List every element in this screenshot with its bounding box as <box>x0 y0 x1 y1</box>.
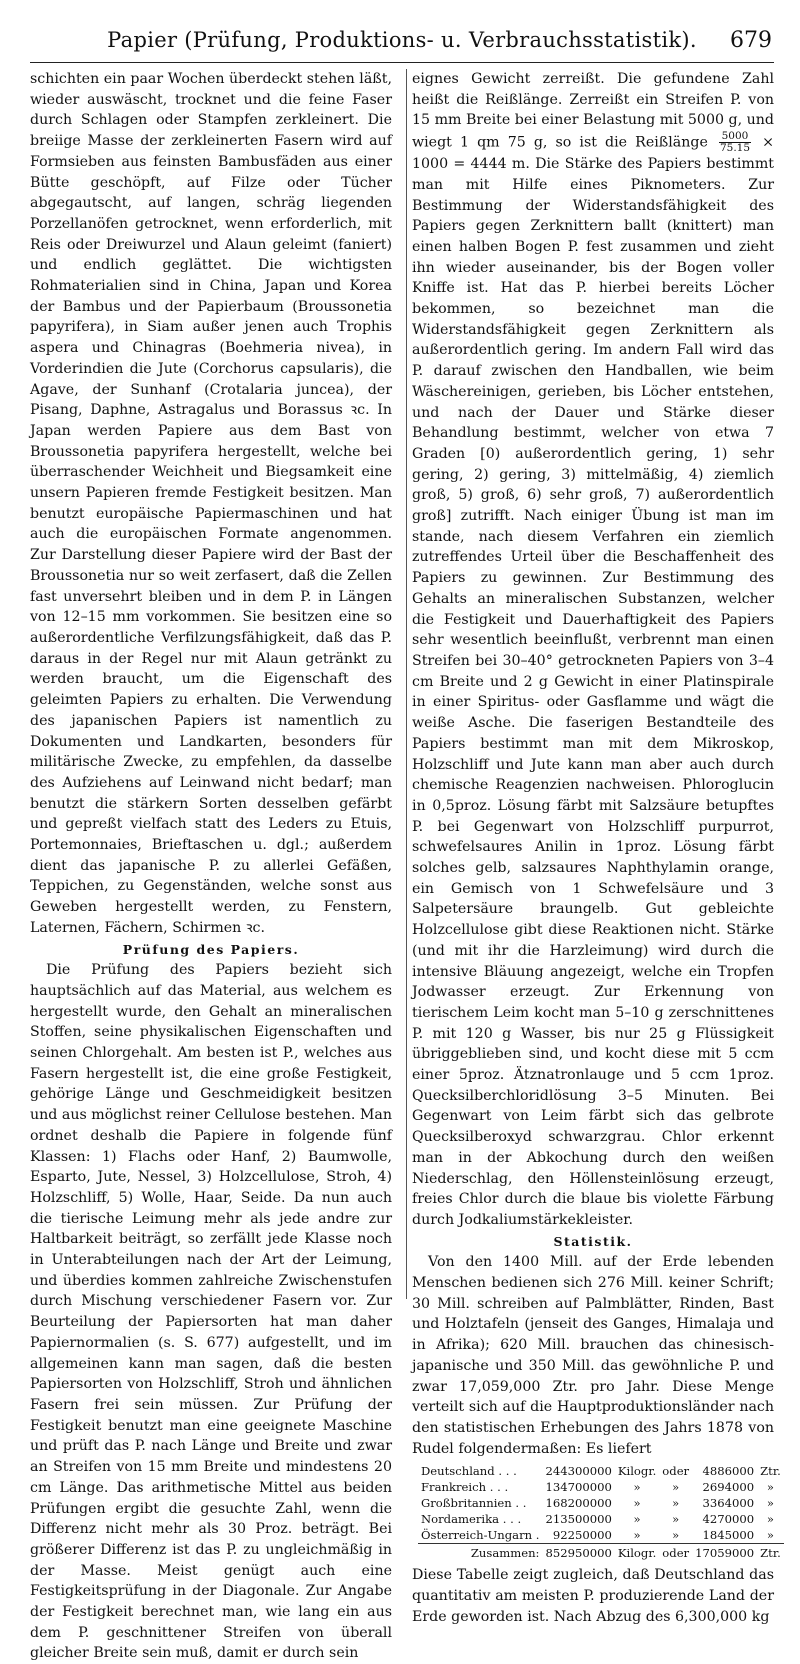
table-cell-country: Österreich-Ungarn . <box>421 1528 540 1543</box>
table-cell-ditto: » <box>633 1512 641 1527</box>
fraction-denominator: 75.15 <box>719 142 751 155</box>
table-cell-country: Frankreich . . . <box>421 1480 509 1495</box>
table-row <box>418 1479 784 1495</box>
right-column <box>412 69 781 1664</box>
table-cell-kg: 213500000 <box>545 1512 612 1527</box>
table-cell-ditto: » <box>766 1512 774 1527</box>
text-columns <box>30 69 781 1664</box>
production-table <box>418 1463 784 1561</box>
table-total-ztr: 17059000 <box>692 1544 757 1562</box>
table-cell-ditto: » <box>766 1480 774 1495</box>
table-cell-ditto: » <box>672 1512 680 1527</box>
running-title: Papier (Prüfung, Produktions- u. Verbrauchsstatistik). <box>107 28 697 52</box>
table-cell-ztr: 1845000 <box>702 1528 755 1543</box>
section-heading-pruefung: Prüfung des Papiers. <box>122 941 300 957</box>
table-cell-ztr: 4886000 <box>702 1464 755 1479</box>
page-header <box>30 22 774 63</box>
table-cell-unit: Kilogr. <box>617 1464 657 1479</box>
table-cell-unit: Ztr. <box>757 1544 784 1562</box>
table-cell-ditto: » <box>633 1480 641 1495</box>
table-total-label: Zusammen: <box>418 1544 542 1562</box>
table-cell-kg: 168200000 <box>545 1496 612 1511</box>
table-cell-country: Deutschland . . . <box>421 1464 517 1479</box>
table-cell-ditto: » <box>672 1528 680 1543</box>
fraction <box>719 131 751 154</box>
table-cell-kg: 134700000 <box>545 1480 612 1495</box>
fraction-numerator: 5000 <box>719 131 751 143</box>
table-cell-ditto: » <box>633 1496 641 1511</box>
table-row <box>418 1511 784 1527</box>
paragraph-statistik: Von den 1400 Mill. auf der Erde lebenden Menschen bedienen sich 276 Mill. keiner Schrift; 30 Mill. schreiben auf Palmblätter, Rinden, Bast und Holztafeln (jenseit des Ganges, Himalaja und in Afrika); 620 Mill. brauchen das chinesisch-japanische und 350 Mill. das gewöhnliche P. und zwar 17,059,000 Ztr. pro Jahr. Diese Menge verteilt sich auf die Hauptproduktionsländer nach den statistischen Erhebungen des Jahrs 1878 von Rudel folgendermaßen: Es liefert <box>412 1254 774 1457</box>
page-number: 679 <box>730 28 772 53</box>
table-cell-unit: Kilogr. <box>615 1544 659 1562</box>
table-cell-kg: 92250000 <box>552 1528 612 1543</box>
table-row <box>418 1495 784 1511</box>
table-cell-oder: oder <box>659 1544 692 1562</box>
paragraph-pruefung: Die Prüfung des Papiers bezieht sich hauptsächlich auf das Material, aus welchem es hergestellt wurde, den Gehalt an mineralischen Stoffen, seine physikalischen Eigenschaften und seinen Chlorgehalt. Am besten ist P., welches aus Fasern hergestellt ist, die eine große Festigkeit, gehörige Länge und Geschmeidigkeit besitzen und aus möglichst reiner Cellulose bestehen. Man ordnet deshalb die Papiere in folgende fünf Klassen: 1) Flachs oder Hanf, 2) Baumwolle, Esparto, Jute, Nessel, 3) Holzcellulose, Stroh, 4) Holzschliff, 5) Wolle, Haar, Seide. Da nun auch die tierische Leimung mehr als jede andre zur Haltbarkeit beiträgt, so zerfällt jede Klasse noch in Unterabteilungen nach der Art der Leimung, und überdies kommen zahlreiche Zwischenstufen durch Mischung verschiedener Fasern vor. Zur Beurteilung der Papiersorten hat man daher Papiernormalien (s. S. 677) aufgestellt, und im allgemeinen kann man sagen, daß die besten Papiersorten von Holzschliff, Stroh und ähnlichen Fasern frei sein müssen. Zur Prüfung der Festigkeit benutzt man eine geeignete Maschine und prüft das P. nach Länge und Breite und zwar an Streifen von 15 mm Breite und mindestens 20 cm Länge. Das arithmetische Mittel aus beiden Prüfungen ergibt die gesuchte Zahl, wenn die Differenz nicht mehr als 30 Proz. beträgt. Bei größerer Differenz ist das P. zu ungleichmäßig in der Masse. Meist genügt auch eine Festigkeitsprüfung in der Diagonale. Zur Angabe der Festigkeit berechnet man, wie lang ein aus dem P. geschnittener Streifen von überall gleicher Breite sein muß, damit er durch sein <box>30 962 392 1662</box>
paragraph-production: schichten ein paar Wochen überdeckt stehen läßt, wieder auswäscht, trocknet und die feine Faser durch Schlagen oder Stampfen zerkleinert. Die breiige Masse der zerkleinerten Fasern wird auf Formsieben aus feinsten Bambusfäden aus einer Bütte geschöpft, auf Filze oder Tücher abgegautscht, auf langen, schräg liegenden Porzellanöfen getrocknet, wenn erforderlich, mit Reis oder Dreiwurzel und Alaun geleimt (faniert) und endlich geglättet. Die wichtigsten Rohmaterialien sind in China, Japan und Korea der Bambus und der Papierbaum (Broussonetia papyrifera), in Siam außer jenen auch Trophis aspera und Chinagras (Boehmeria nivea), in Vorderindien die Jute (Corchorus capsularis), die Agave, der Sunhanf (Crotalaria juncea), der Pisang, Daphne, Astragalus und Borassus ꝛc. In Japan werden Papiere aus dem Bast von Broussonetia papyrifera hergestellt, welche bei überraschender Weichheit und Biegsamkeit eine unsern Papieren fremde Festigkeit besitzen. Man benutzt europäische Papiermaschinen und hat auch die europäischen Formate angenommen. Zur Darstellung dieser Papiere wird der Bast der Broussonetia nur so weit zerfasert, daß die Zellen fast unversehrt bleiben und in dem P. in Längen von 12–15 mm vorkommen. Sie besitzen eine so außerordentliche Verfilzungsfähigkeit, daß das P. daraus in der Regel nur mit Alaun getränkt zu werden braucht, um die Eigenschaft des geleimten Papiers zu erhalten. Die Verwendung des japanischen Papiers ist namentlich zu Dokumenten und Landkarten, besonders für militärische Zwecke, zu empfehlen, da dasselbe des Aufziehens auf Leinwand nicht bedarf; man benutzt die stärkern Sorten desselben gefärbt und gepreßt vielfach statt des Leders zu Etuis, Portemonnaies, Brieftaschen u. dgl.; außerdem dient das japanische P. zu allerlei Gefäßen, Teppichen, zu Gegenständen, welche sonst aus Geweben hergestellt werden, zu Fenstern, Laternen, Fächern, Schirmen ꝛc. <box>30 71 392 936</box>
section-heading-statistik: Statistik. <box>553 1233 633 1249</box>
table-cell-ditto: » <box>633 1528 641 1543</box>
table-cell-country: Nordamerika . . . <box>421 1512 522 1527</box>
reisslaenge-text: eignes Gewicht zerreißt. Die gefundene Zahl heißt die Reißlänge. Zerreißt ein Streifen P. von 15 mm Breite bei einer Belastung mit 5000 g, und wiegt 1 qm 75 g, so ist die Reißlänge <box>412 71 774 151</box>
paragraph-reisslaenge <box>412 69 774 1231</box>
reisslaenge-continuation: × 1000 = 4444 m. Die Stärke des Papiers bestimmt man mit Hilfe eines Piknometers. Zur Bestimmung der Widerstandsfähigkeit des Papiers gegen Zerknittern ballt (knittert) man einen halben Bogen P. fest zusammen und zieht ihn wieder auseinander, bis der Bogen voller Kniffe ist. Hat das P. hierbei bereits Löcher bekommen, so bezeichnet man die Widerstandsfähigkeit gegen Zerknittern als außerordentlich gering. Im andern Fall wird das P. darauf zwischen den Handballen, wie beim Wäschereinigen, gerieben, bis Löcher entstehen, und nach der Dauer und Stärke dieser Behandlung bestimmt, welcher von etwa 7 Graden [0) außerordentlich gering, 1) sehr gering, 2) gering, 3) mittelmäßig, 4) ziemlich groß, 5) groß, 6) sehr groß, 7) außerordentlich groß] zutrifft. Nach einiger Übung ist man im stande, nach diesem Verfahren ein ziemlich zutreffendes Urteil über die Beschaffenheit des Papiers zu gewinnen. Zur Bestimmung des Gehalts an mineralischen Substanzen, welcher die Festigkeit und Dauerhaftigkeit des Papiers sehr wesentlich beeinflußt, verbrennt man einen Streifen bei 30–40° getrockneten Papiers von 3–4 cm Breite und 2 g Gewicht in einer Platinspirale in einer Spiritus- oder Gasflamme und wägt die weiße Asche. Die faserigen Bestandteile des Papiers bestimmt man mit dem Mikroskop, Holzschliff und Jute kann man aber auch durch chemische Reagenzien nachweisen. Phloroglucin in 0,5proz. Lösung färbt mit Salzsäure betupftes P. bei Gegenwart von Holzschliff purpurrot, schwefelsaures Anilin in 1proz. Lösung färbt solches gelb, salzsaures Naphthylamin orange, ein Gemisch von 1 Schwefelsäure und 3 Salpetersäure braungelb. Gut gebleichte Holzcellulose gibt diese Reaktionen nicht. Stärke (und mit ihr die Harzleimung) wird durch die intensive Bläuung angezeigt, welche ein Tropfen Jodwasser erzeugt. Zur Erkennung von tierischem Leim kocht man 5–10 g zerschnittenes P. mit 120 g Wasser, bis nur 25 g Flüssigkeit übriggeblieben sind, und kocht diese mit 5 ccm einer 5proz. Ätznatronlauge und 5 ccm 1proz. Quecksilberchloridlösung 3–5 Minuten. Bei Gegenwart von Leim färbt sich das gelbrote Quecksilberoxyd schwarzgrau. Chlor erkennt man in der Abkochung durch den weißen Niederschlag, den Höllensteinlösung erzeugt, freies Chlor durch die blaue bis violette Färbung durch Jodkaliumstärkekleister. <box>412 134 774 1228</box>
table-cell-kg: 244300000 <box>545 1464 612 1479</box>
table-cell-ztr: 3364000 <box>702 1496 755 1511</box>
table-cell-ztr: 2694000 <box>702 1480 755 1495</box>
table-cell-ditto: » <box>766 1528 774 1543</box>
left-column <box>30 69 392 1664</box>
table-cell-ztr: 4270000 <box>702 1512 755 1527</box>
column-divider <box>406 69 407 1299</box>
table-cell-oder: oder <box>662 1464 690 1479</box>
paragraph-conclusion: Diese Tabelle zeigt zugleich, daß Deutschland das quantitativ am meisten P. produzierende Land der Erde geworden ist. Nach Abzug des 6,300,000 kg <box>412 1567 774 1625</box>
table-cell-ditto: » <box>766 1496 774 1511</box>
table-total-row <box>418 1544 784 1562</box>
table-total-kg: 852950000 <box>542 1544 614 1562</box>
table-row <box>418 1527 784 1544</box>
table-cell-ditto: » <box>672 1496 680 1511</box>
table-cell-unit: Ztr. <box>760 1464 781 1479</box>
table-cell-ditto: » <box>672 1480 680 1495</box>
table-cell-country: Großbritannien . . <box>421 1496 527 1511</box>
table-row <box>418 1463 784 1479</box>
